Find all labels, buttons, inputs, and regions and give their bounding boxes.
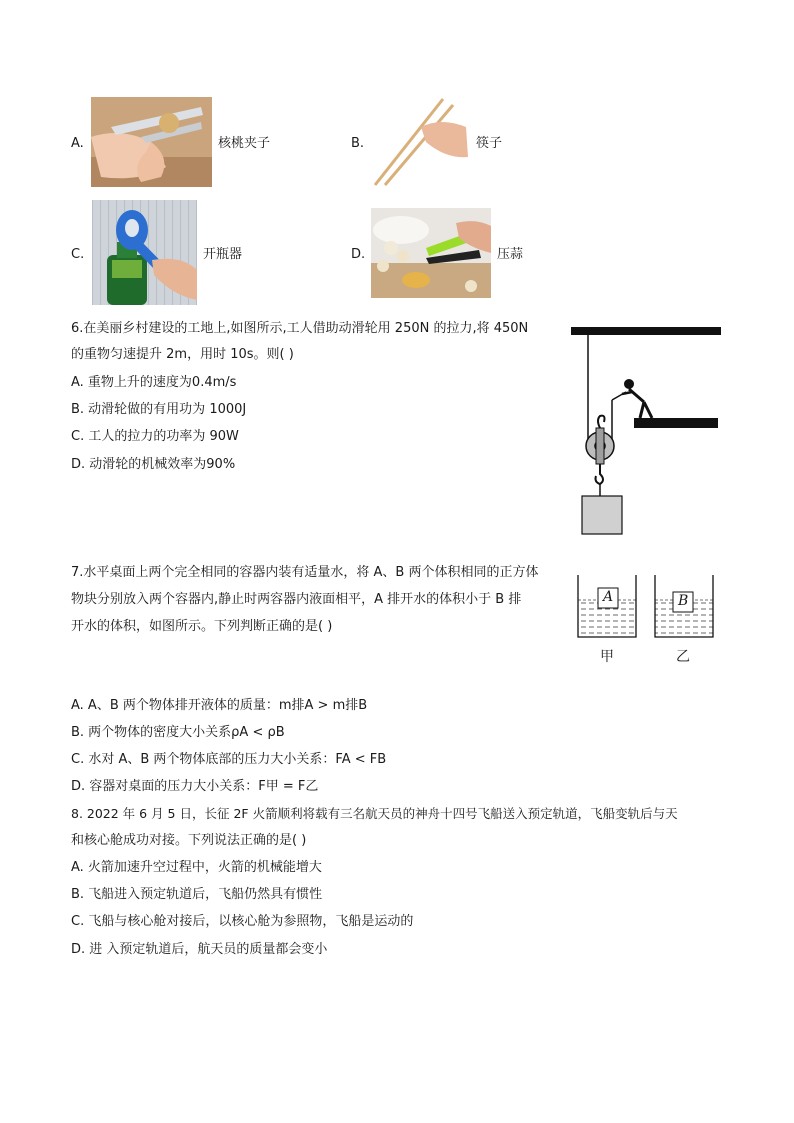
option-label-garlic-press: 压蒜 — [497, 247, 524, 262]
chopsticks-photo — [371, 97, 470, 187]
option-letter-c: C. — [71, 247, 85, 262]
q7-option-b: B. 两个物体的密度大小关系ρA < ρB — [71, 725, 285, 740]
garlic-press-photo — [371, 208, 491, 298]
option-label-bottle-opener: 开瓶器 — [203, 247, 243, 262]
q8-option-b: B. 飞船进入预定轨道后，飞船仍然具有惯性 — [71, 887, 323, 902]
q6-stem-line-1: 6.在美丽乡村建设的工地上,如图所示,工人借助动滑轮用 250N 的拉力,将 450N — [71, 321, 529, 336]
container-caption-jia: 甲 — [600, 649, 614, 665]
q6-option-c: C. 工人的拉力的功率为 90W — [71, 429, 239, 444]
walnut-cracker-photo — [91, 97, 212, 187]
q6-stem-line-2: 的重物匀速提升 2m，用时 10s。则( ) — [71, 347, 294, 362]
block-b-label: B — [678, 593, 689, 609]
q8-option-c: C. 飞船与核心舱对接后，以核心舱为参照物，飞船是运动的 — [71, 914, 414, 929]
option-letter-b: B. — [351, 136, 365, 151]
q6-option-b: B. 动滑轮做的有用功为 1000J — [71, 402, 247, 417]
q7-stem-line-2: 物块分别放入两个容器内,静止时两容器内液面相平，A 排开水的体积小于 B 排 — [71, 592, 522, 607]
q8-stem-line-2: 和核心舱成功对接。下列说法正确的是( ) — [71, 833, 307, 848]
q6-option-d: D. 动滑轮的机械效率为90% — [71, 457, 236, 472]
q8-option-d: D. 进 入预定轨道后，航天员的质量都会变小 — [71, 942, 328, 957]
q7-stem-line-3: 开水的体积，如图所示。下列判断正确的是( ) — [71, 619, 333, 634]
pulley-diagram — [566, 322, 726, 540]
option-label-chopsticks: 筷子 — [476, 136, 503, 151]
q6-option-a: A. 重物上升的速度为0.4m/s — [71, 375, 237, 390]
option-letter-d: D. — [351, 247, 366, 262]
q7-stem-line-1: 7.水平桌面上两个完全相同的容器内装有适量水，将 A、B 两个体积相同的正方体 — [71, 565, 539, 580]
container-caption-yi: 乙 — [676, 649, 690, 665]
buoyancy-diagram — [572, 570, 722, 670]
q8-stem-line-1: 8. 2022 年 6 月 5 日，长征 2F 火箭顺利将载有三名航天员的神舟十四号飞船送入预定轨道，飞船变轨后与天 — [71, 806, 678, 821]
bottle-opener-photo — [92, 200, 197, 305]
q8-option-a: A. 火箭加速升空过程中，火箭的机械能增大 — [71, 860, 322, 875]
q7-option-c: C. 水对 A、B 两个物体底部的压力大小关系：FA < FB — [71, 752, 387, 767]
q7-option-a: A. A、B 两个物体排开液体的质量：m排A > m排B — [71, 698, 368, 713]
block-a-label: A — [603, 589, 614, 605]
q7-option-d: D. 容器对桌面的压力大小关系：F甲 = F乙 — [71, 779, 319, 794]
option-label-walnut-cracker: 核桃夹子 — [218, 136, 271, 151]
option-letter-a: A. — [71, 136, 84, 151]
